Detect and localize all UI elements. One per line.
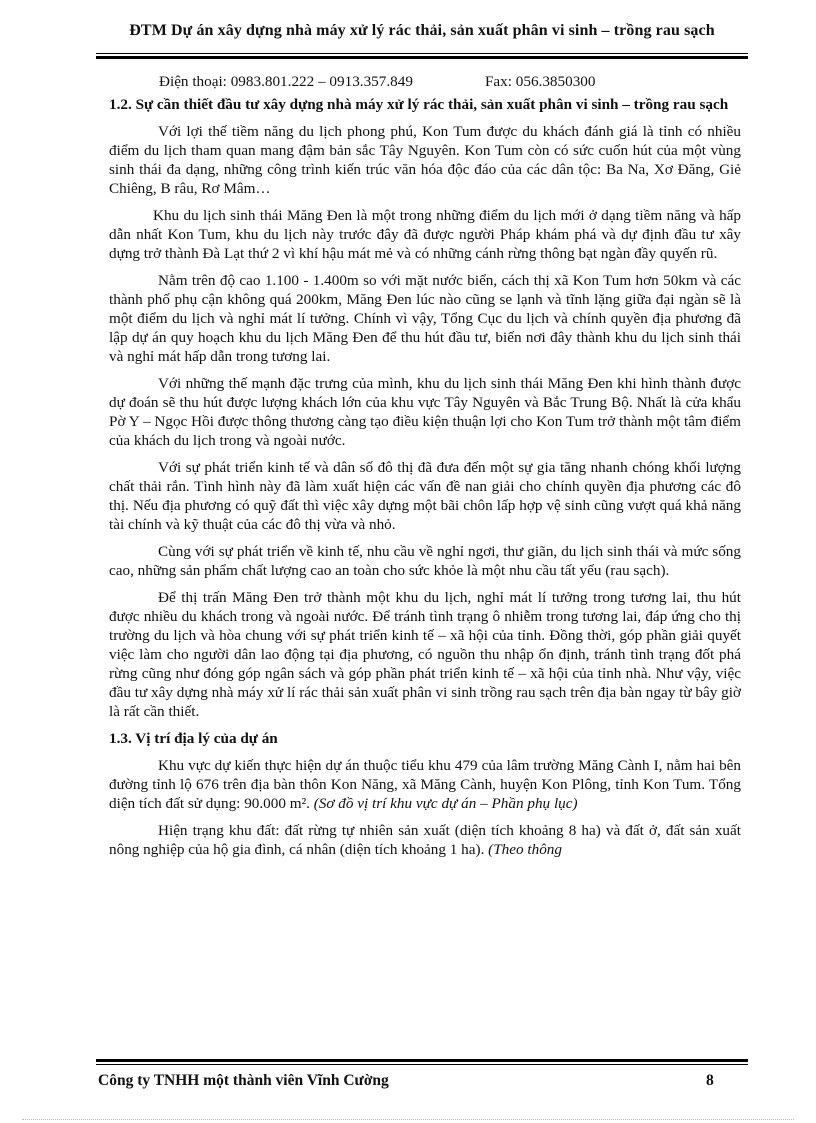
source-note: (Theo thông bbox=[488, 841, 562, 858]
paragraph: Với sự phát triển kinh tế và dân số đô thị đã đưa đến một sự gia tăng nhanh chóng khối lượng chất thải rắn. Tình hình này đã làm xuất hiện các vấn đề nan giải cho chính quyền địa phương các đô thị. Nếu địa phương có quỹ đất thì việc xây dựng một bãi chôn lấp hợp vệ sinh cũng vượt quá khả năng tài chính và kỹ thuật của các đô thị vừa và nhỏ. bbox=[109, 459, 741, 533]
paragraph-text: Hiện trạng khu đất: đất rừng tự nhiên sản xuất (diện tích khoảng 8 ha) và đất ở, đất sản xuất nông nghiệp của hộ gia đình, cá nhân (diện tích khoảng 1 ha). bbox=[109, 822, 741, 858]
paragraph: Để thị trấn Măng Đen trở thành một khu du lịch, nghỉ mát lí tưởng trong tương lai, thu hút được nhiều du khách trong và ngoài nước. Để tránh tình trạng ô nhiễm trong tương lai, đáp ứng cho thị trường du lịch và hòa chung với sự phát triển kinh tế – xã hội của tỉnh. Đồng thời, góp phần giải quyết việc làm cho người dân lao động tại địa phương, có nguồn thu nhập ổn định, tránh tình trạng đốt phá rừng cũng như đóng góp ngân sách và góp phần phát triển kinh tế – xã hội của tỉnh nhà. Như vậy, việc đầu tư xây dựng nhà máy xử lí rác thải sản xuất phân vi sinh trồng rau sạch trên địa bàn ngay từ bây giờ là rất cần thiết. bbox=[109, 589, 741, 720]
paragraph: Với lợi thế tiềm năng du lịch phong phú, Kon Tum được du khách đánh giá là tỉnh có nhiều điểm du lịch tham quan mang đậm bản sắc Tây Nguyên. Kon Tum còn có sức cuốn hút của một vùng sinh thái đa dạng, những công trình kiến trúc văn hóa độc đáo của các dân tộc: Ba Na, Xơ Đăng, Giẻ Chiêng, B râu, Rơ Mâm… bbox=[109, 123, 741, 197]
appendix-note: (Sơ đồ vị trí khu vực dự án – Phần phụ lục) bbox=[313, 795, 578, 812]
header-rule-thick bbox=[96, 56, 748, 59]
paragraph bbox=[109, 756, 741, 813]
footer-company: Công ty TNHH một thành viên Vĩnh Cường bbox=[98, 1072, 389, 1089]
fax-text: Fax: 056.3850300 bbox=[484, 73, 596, 90]
footer-rule-thin bbox=[96, 1064, 748, 1065]
phone-text: Điện thoại: 0983.801.222 – 0913.357.849 bbox=[159, 73, 413, 90]
paragraph bbox=[109, 821, 741, 859]
paragraph: Nằm trên độ cao 1.100 - 1.400m so với mặt nước biển, cách thị xã Kon Tum hơn 50km và các thành phố phụ cận không quá 200km, Măng Đen lúc nào cũng se lạnh và tĩnh lặng giữa đại ngàn sẽ là một điểm du lịch và nghỉ mát lí tưởng. Chính vì vậy, Tổng Cục du lịch và chính quyền địa phương đã lập dự án quy hoạch khu du lịch Măng Đen để thu hút đầu tư, biến nơi đây thành khu du lịch sinh thái và nghỉ mát hấp dẫn trong tương lai. bbox=[109, 272, 741, 365]
contact-line bbox=[109, 72, 741, 91]
paragraph: Khu du lịch sinh thái Măng Đen là một trong những điểm du lịch mới ở dạng tiềm năng và hấp dẫn nhất Kon Tum, khu du lịch này trước đây đã được người Pháp khám phá và dự định đầu tư xây dựng trở thành Đà Lạt thứ 2 vì khí hậu mát mẻ và có những cánh rừng thông bạt ngàn đầy quyến rũ. bbox=[109, 207, 741, 262]
document-body bbox=[109, 72, 741, 867]
header-title: ĐTM Dự án xây dựng nhà máy xử lý rác thải, sản xuất phân vi sinh – trồng rau sạch bbox=[129, 22, 715, 39]
page-number: 8 bbox=[706, 1072, 714, 1089]
section-heading-1-3: 1.3. Vị trí địa lý của dự án bbox=[109, 730, 278, 747]
header-rule-thin bbox=[96, 53, 748, 54]
section-heading-1-2: 1.2. Sự cần thiết đầu tư xây dựng nhà máy xử lý rác thải, sản xuất phân vi sinh – trồng rau sạch bbox=[109, 96, 729, 113]
paragraph: Với những thế mạnh đặc trưng của mình, khu du lịch sinh thái Măng Đen khi hình thành được dự đoán sẽ thu hút được lượng khách lớn của khu vực Tây Nguyên và Bắc Trung Bộ. Nhất là cửa khẩu Pờ Y – Ngọc Hồi được thông thương càng tạo điều kiện thuận lợi cho Kon Tum trở thành một tâm điểm của khách du lịch trong và ngoài nước. bbox=[109, 375, 741, 449]
footer-rule-thick bbox=[96, 1059, 748, 1062]
page-edge-divider bbox=[22, 1119, 794, 1120]
paragraph: Cùng với sự phát triển về kinh tế, nhu cầu về nghỉ ngơi, thư giãn, du lịch sinh thái và mức sống cao, những sản phẩm chất lượng cao an toàn cho sức khỏe là một nhu cầu tất yếu (rau sạch). bbox=[109, 543, 741, 579]
paragraph-text: Khu vực dự kiến thực hiện dự án thuộc tiểu khu 479 của lâm trường Măng Cành I, nằm hai bên đường tỉnh lộ 676 trên địa bàn thôn Kon Năng, xã Măng Cành, huyện Kon Plông, tỉnh Kon Tum. Tổng diện tích đất sử dụng: 90.000 m². bbox=[109, 757, 741, 812]
